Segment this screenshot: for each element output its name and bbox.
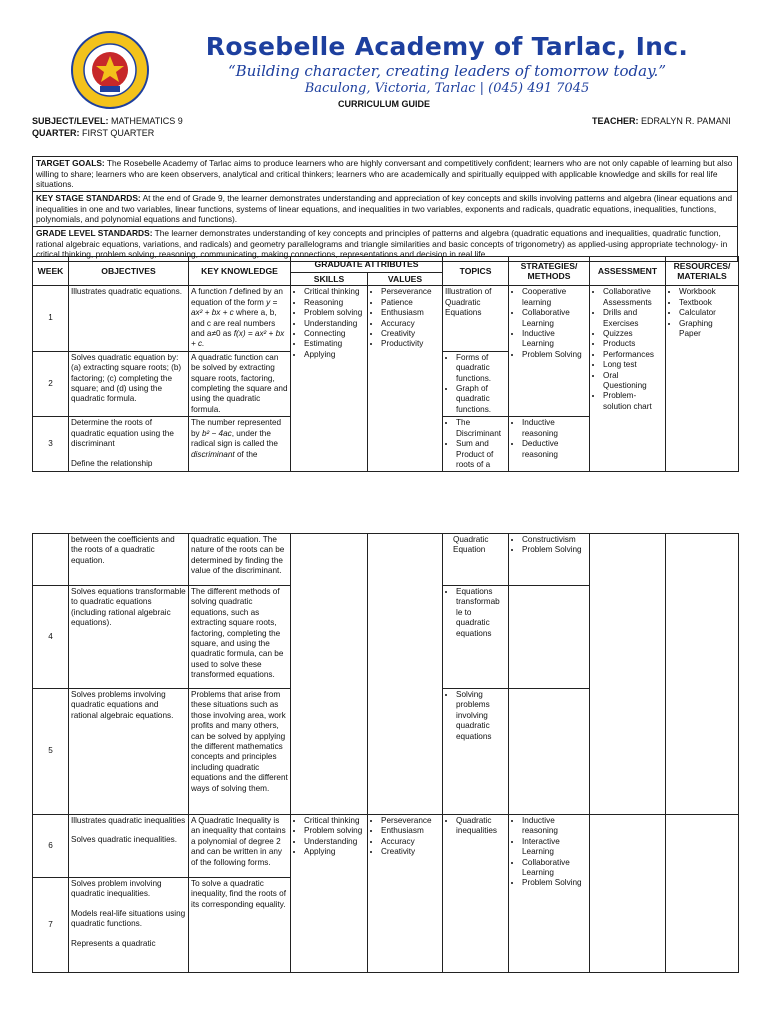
objective-text: Represents a quadratic [71,938,156,948]
week-cell: 5 [33,689,69,815]
quarter-value: FIRST QUARTER [82,128,155,138]
school-name: Rosebelle Academy of Tarlac, Inc. [205,32,689,61]
quarter-line [32,128,154,138]
week-cell: 6 [33,815,69,878]
key-knowledge-cell: A Quadratic Inequality is an inequality that contains a polynomial of degree 2 and can be written in any of the following forms. [189,815,291,878]
list-item: • Graphing Paper [679,319,736,340]
curriculum-table-part2 [32,533,739,973]
list-item: • Calculator [679,308,736,318]
strategies-cell [509,689,590,815]
week-cell: 4 [33,586,69,689]
resources-cell [666,286,739,472]
list-item: • Problem Solving [522,878,587,888]
document-title: CURRICULUM GUIDE [338,99,430,109]
objective-text: Determine the roots of quadratic equation using the discriminant [71,418,174,449]
table-row [33,534,739,586]
table-row [33,286,739,351]
list-item: • Sum and Product of roots of a [456,439,506,470]
subject-line [32,116,183,126]
objective-text: Illustrates quadratic inequalities [71,816,186,825]
subject-label: SUBJECT/LEVEL: [32,116,109,126]
key-stage-cell [33,192,738,227]
strategies-cell [509,417,590,472]
list-item: • Perseverance [381,816,440,826]
header-skills: SKILLS [291,273,368,286]
week-cell: 2 [33,351,69,416]
list-item: • Long test [603,360,663,370]
school-seal-logo [70,30,150,110]
list-item: • Connecting [304,329,365,339]
key-knowledge-cell: To solve a quadratic inequality, find the roots of its corresponding equality. [189,878,291,973]
list-item: • Enthusiasm [381,826,440,836]
objective-cell: Solves problems involving quadratic equations and rational algebraic equations. [69,689,189,815]
list-item: • Performances [603,350,663,360]
kk-math: f [229,287,232,297]
list-item: • Problem solving [304,826,365,836]
school-motto: “Building character, creating leaders of tomorrow today.” [227,62,666,80]
assessment-cell [590,815,666,973]
objective-cell: Solves quadratic equation by: (a) extracting square roots; (b) factoring; (c) completing the square; and (d) using the quadratic formula. [69,351,189,416]
week-cell: 7 [33,878,69,973]
topic-list [445,418,506,470]
key-knowledge-cell: quadratic equation. The nature of the roots can be determined by finding the value of the discriminant. [189,534,291,586]
subject-value: MATHEMATICS 9 [111,116,183,126]
skills-cell [291,815,368,973]
header-key-knowledge: KEY KNOWLEDGE [189,257,291,286]
topic-cell [443,586,509,689]
teacher-value: EDRALYN R. PAMANI [641,116,731,126]
list-item: • Collaborative Assessments [603,287,663,308]
topic-list [445,690,506,742]
topic-cell [443,351,509,416]
target-goals-cell [33,157,738,192]
topic-list [445,353,506,415]
list-item: • Problem-solution chart [603,391,663,412]
header-objectives: OBJECTIVES [69,257,189,286]
objective-cell: Illustrates quadratic equations. [69,286,189,351]
header-topics: TOPICS [443,257,509,286]
kk-italic: discriminant [191,449,235,459]
list-item: • Understanding [304,837,365,847]
list-item: • Applying [304,847,365,857]
header-assessment: ASSESSMENT [590,257,666,286]
list-item: • Understanding [304,319,365,329]
list-item: • Creativity [381,329,440,339]
topic-cell [443,815,509,973]
kk-math: f(x) = ax² + bx + c. [191,329,285,349]
objective-cell [69,815,189,878]
list-item: • Creativity [381,847,440,857]
objective-cell [69,417,189,472]
curriculum-table-part1 [32,256,739,472]
list-item: • The Discriminant [456,418,506,439]
skills-cell [291,286,368,472]
key-knowledge-cell [189,417,291,472]
skills-list [293,287,365,360]
values-cell [368,286,443,472]
objective-text: Models real-life situations using quadratic functions. [71,908,186,929]
strategies-list [511,418,587,460]
list-item: • Workbook [679,287,736,297]
strategies-cell [509,286,590,417]
topic-list [445,816,506,837]
target-goals-label: TARGET GOALS: [36,158,105,168]
list-item: • Deductive reasoning [522,439,587,460]
strategies-list [511,535,587,556]
strategies-list [511,816,587,889]
list-item: • Productivity [381,339,440,349]
strategies-cell [509,815,590,973]
list-item: • Collaborative Learning [522,308,587,329]
list-item: • Critical thinking [304,816,365,826]
school-header [162,32,732,96]
skills-cell [291,534,368,815]
table-row [33,815,739,878]
skills-list [293,816,365,858]
values-list [370,816,440,858]
objective-text: Solves problem involving quadratic inequalities. [71,879,162,899]
key-knowledge-cell: Problems that arise from these situations such as those involving area, work profits and many others, can be solved by applying the different mathematics concepts and principles including quadratic equations and the different ways of solving them. [189,689,291,815]
objective-text: Define the relationship [71,458,153,468]
list-item: • Inductive reasoning [522,816,587,837]
list-item: • Graph of quadratic functions. [456,384,506,415]
list-item: • Problem Solving [522,545,587,555]
quarter-label: QUARTER: [32,128,80,138]
list-item: • Problem solving [304,308,365,318]
week-cell [33,534,69,586]
school-address: Baculong, Victoria, Tarlac | (045) 491 7045 [304,81,590,96]
resources-cell [666,534,739,815]
list-item: • Textbook [679,298,736,308]
list-item: • Accuracy [381,319,440,329]
list-item: • Constructivism [522,535,587,545]
header-strategies: STRATEGIES/ METHODS [509,257,590,286]
key-knowledge-cell [189,286,291,351]
list-item: • Quizzes [603,329,663,339]
kk-text: where a, b, and c are real numbers and a≠0 as [191,308,277,339]
resources-list [668,287,736,339]
objective-text: Solves quadratic inequalities. [71,835,178,845]
week-cell: 1 [33,286,69,351]
key-knowledge-cell: A quadratic function can be solved by extracting square roots, factoring, completing the square and using the quadratic formula. [189,351,291,416]
topic-cell: Quadratic Equation [443,534,509,586]
key-stage-label: KEY STAGE STANDARDS: [36,193,141,203]
list-item: • Equations transformab le to quadratic equations [456,587,506,639]
strategies-cell [509,586,590,689]
topic-list [445,587,506,639]
kk-text: A function [191,287,227,297]
assessment-list [592,287,663,412]
values-cell [368,815,443,973]
list-item: • Patience [381,298,440,308]
list-item: • Drills and Exercises [603,308,663,329]
header-resources: RESOURCES/ MATERIALS [666,257,739,286]
list-item: • Solving problems involving quadratic equations [456,690,506,742]
topic-cell [443,689,509,815]
kk-math: b² − 4ac [201,428,232,438]
target-goals-text: The Rosebelle Academy of Tarlac aims to produce learners who are highly conversant and competitively confident; learners who are not only capable of learning but also willing to share; learners who are keen observers, analytical and critical thinkers; learners who are academically and spiritually equipped with applicable knowledge and skills for real life situations. [36,158,733,190]
kk-text: defined by an equation of the form [191,287,283,307]
key-stage-text: At the end of Grade 9, the learner demonstrates understanding and appreciation of key concepts and skills involving patterns and algebra (linear equations and inequalities in one and two variables, linear functions, systems of linear equations, and inequalities in two variables, exponents and radicals, quadratic equations, inequalities, functions, polynomials, and polynomial equations and functions). [36,193,732,225]
topic-cell: Illustration of Quadratic Equations [443,286,509,351]
list-item: • Quadratic inequalities [456,816,506,837]
list-item: • Forms of quadratic functions. [456,353,506,384]
list-item: • Products [603,339,663,349]
standards-table [32,156,738,262]
header-values: VALUES [368,273,443,286]
kk-text: , under the radical sign is called the [191,428,278,449]
list-item: • Interactive Learning [522,837,587,858]
strategies-cell [509,534,590,586]
list-item: • Problem Solving [522,350,587,360]
grade-level-text: The learner demonstrates understanding of key concepts and principles of patterns and algebra (quadratic equations and inequalities, quadratic function, rational algebraic equations, variations, and radicals) and geometry parallelograms and triangle similarities and basic concepts of trigonometry) as applied-using appropriate technology- in critical thinking, problem solving, reasoning, communicating, making connections, representations and decision in real life. [36,228,728,260]
teacher-line [592,116,731,126]
list-item: • Cooperative learning [522,287,587,308]
list-item: • Inductive reasoning [522,418,587,439]
list-item: • Estimating [304,339,365,349]
list-item: • Critical thinking [304,287,365,297]
list-item: • Inductive Learning [522,329,587,350]
header-week: WEEK [33,257,69,286]
kk-text: The number represented by [191,418,282,438]
key-knowledge-cell: The different methods of solving quadratic equations, such as extracting square roots, factoring, completing the square, and using the quadratic formula, can be used to solve these transformed equations. [189,586,291,689]
topic-cell [443,417,509,472]
values-cell [368,534,443,815]
kk-math: y = ax² + bx + c [191,297,278,318]
grade-level-label: GRADE LEVEL STANDARDS: [36,228,153,238]
strategies-list [511,287,587,360]
list-item: • Enthusiasm [381,308,440,318]
objective-cell [69,878,189,973]
values-list [370,287,440,349]
list-item: • Perseverance [381,287,440,297]
list-item: • Oral Questioning [603,371,663,392]
teacher-label: TEACHER: [592,116,639,126]
kk-text: of the [234,449,258,459]
list-item: • Reasoning [304,298,365,308]
assessment-cell [590,534,666,815]
resources-cell [666,815,739,973]
week-cell: 3 [33,417,69,472]
header-graduate-attributes: GRADUATE ATTRIBUTES [291,257,443,273]
list-item: • Accuracy [381,837,440,847]
list-item: • Applying [304,350,365,360]
assessment-cell [590,286,666,472]
objective-cell: Solves equations transformable to quadratic equations (including rational algebraic equations). [69,586,189,689]
list-item: • Collaborative Learning [522,858,587,879]
objective-cell: between the coefficients and the roots of a quadratic equation. [69,534,189,586]
